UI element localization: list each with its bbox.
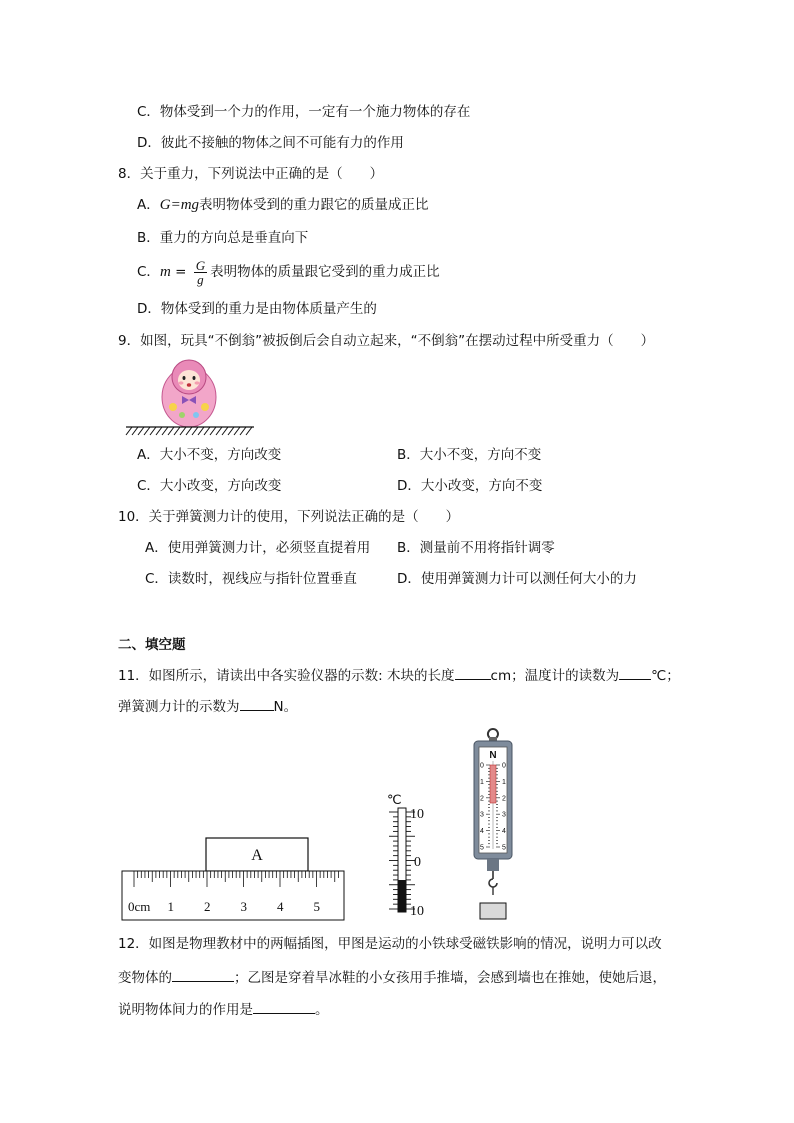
ruler-tick-label: 0cm [128, 899, 151, 914]
thermometer-figure [385, 788, 437, 920]
q9-option-d: D．大小改变，方向不变 [397, 478, 543, 494]
ruler-tick-label: 3 [240, 899, 247, 914]
q8-option-c-text: 表明物体的质量跟它受到的重力成正比 [210, 264, 440, 280]
q11-blank-force[interactable] [240, 696, 274, 711]
tumbler-toy-figure [120, 355, 260, 437]
thermometer-label-bottom: 10 [410, 904, 424, 919]
q12-text-d: 。 [315, 1002, 329, 1018]
spring-scale-unit: N [489, 750, 497, 761]
q8-option-c [137, 255, 440, 289]
ruler-tick-label: 1 [167, 899, 174, 914]
q12-line-1: 12．如图是物理教材中的两幅插图，甲图是运动的小铁球受磁铁影响的情况，说明力可以改 [118, 936, 662, 952]
fraction-numerator: G [195, 257, 206, 273]
q8-option-a-text: 表明物体受到的重力跟它的质量成正比 [199, 197, 429, 213]
spring-scale-label: 3 [502, 811, 506, 819]
spring-scale-label: 4 [502, 828, 506, 836]
q12-line-3 [118, 999, 329, 1019]
fraction-denominator: g [197, 271, 204, 287]
q10-option-b: B．测量前不用将指针调零 [397, 540, 555, 556]
q9-option-a: A．大小不变，方向改变 [137, 447, 282, 463]
q11-text-unit: ℃； [651, 668, 680, 684]
q8-option-b: B．重力的方向总是垂直向下 [137, 230, 309, 246]
spring-scale-label: 5 [480, 844, 484, 852]
q12-blank-1[interactable] [172, 967, 234, 982]
q8-option-a-prefix: A． [137, 197, 160, 213]
section-title-fill-in: 二、填空题 [118, 637, 186, 653]
q7-option-d: D．彼此不接触的物体之间不可能有力的作用 [137, 135, 404, 151]
q8-option-c-m: m [159, 264, 171, 280]
q10-option-d: D．使用弹簧测力计可以测任何大小的力 [397, 571, 637, 587]
q8-option-a [137, 196, 429, 214]
q11-blank-temperature[interactable] [619, 665, 651, 680]
spring-scale-figure [466, 727, 520, 923]
q9-stem: 9．如图，玩具“不倒翁”被扳倒后会自动立起来，“不倒翁”在摆动过程中所受重力（ ） [118, 333, 655, 349]
q8-option-c-prefix: C． [137, 264, 160, 280]
q8-option-c-fraction [194, 259, 207, 286]
spring-scale-label: 0 [502, 762, 506, 770]
q12-text-c: 说明物体间力的作用是 [118, 1002, 253, 1018]
q9-option-c: C．大小改变，方向改变 [137, 478, 282, 494]
spring-scale-label: 1 [480, 778, 484, 786]
q8-option-d: D．物体受到的重力是由物体质量产生的 [137, 301, 377, 317]
q7-option-c: C．物体受到一个力的作用，一定有一个施力物体的存在 [137, 104, 471, 120]
thermometer-label-zero: 0 [414, 855, 421, 870]
ruler-with-block-figure [118, 830, 350, 924]
q11-blank-length[interactable] [455, 665, 491, 680]
q12-line-2 [118, 967, 666, 987]
q12-text-a: 变物体的 [118, 970, 172, 986]
thermometer-label-top: 10 [410, 807, 424, 822]
q11-text-temp: cm；温度计的读数为 [490, 668, 620, 684]
spring-scale-label: 0 [480, 762, 484, 770]
ruler-tick-label: 4 [277, 899, 284, 914]
ruler-tick-label: 2 [204, 899, 211, 914]
spring-scale-label: 2 [502, 795, 506, 803]
ruler-tick-label: 5 [313, 899, 320, 914]
hanging-weight [480, 903, 506, 919]
q8-stem: 8．关于重力，下列说法中正确的是（ ） [118, 166, 384, 182]
spring-scale-label: 1 [502, 778, 506, 786]
thermometer-unit: ℃ [387, 792, 402, 807]
spring-scale-label: 3 [480, 811, 484, 819]
q11-text-n: N。 [273, 699, 298, 715]
q11-text-length: 11．如图所示，请读出中各实验仪器的示数: 木块的长度 [118, 668, 455, 684]
q10-stem: 10．关于弹簧测力计的使用，下列说法正确的是（ ） [118, 509, 460, 525]
q12-text-b: ；乙图是穿着旱冰鞋的小女孩用手推墙，会感到墙也在推她，使她后退， [234, 970, 666, 986]
q9-option-b: B．大小不变，方向不变 [397, 447, 542, 463]
q8-option-c-eq: = [170, 264, 191, 280]
q11-line-1 [118, 665, 680, 685]
q12-blank-2[interactable] [253, 999, 315, 1014]
spring-scale-label: 5 [502, 844, 506, 852]
q10-option-c: C．读数时，视线应与指针位置垂直 [145, 571, 357, 587]
spring-scale-label: 4 [480, 828, 484, 836]
q11-text-spring: 弹簧测力计的示数为 [118, 699, 240, 715]
q10-option-a: A．使用弹簧测力计，必须竖直提着用 [145, 540, 371, 556]
q11-line-2 [118, 696, 297, 716]
q8-option-a-formula: G=mg [159, 197, 200, 213]
block-label: A [251, 847, 263, 864]
spring-scale-label: 2 [480, 795, 484, 803]
